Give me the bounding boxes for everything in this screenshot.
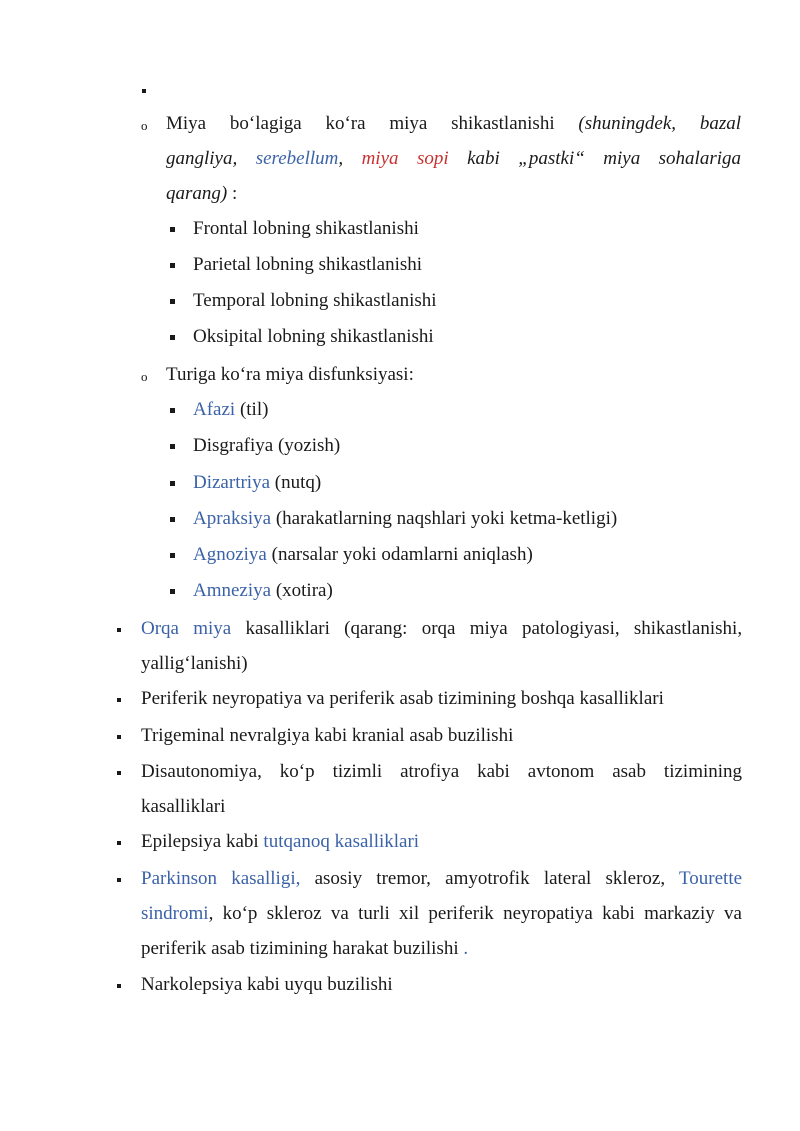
epilepsy-item: Epilepsiya kabi tutqanoq kasalliklari	[141, 831, 420, 852]
square-bullet	[170, 299, 175, 304]
circle-bullet: o	[141, 369, 148, 384]
apraksiya-link[interactable]: Apraksiya	[193, 508, 272, 529]
tutqanoq-link[interactable]: tutqanoq kasalliklari	[263, 831, 420, 852]
bullet	[117, 878, 121, 882]
bullet	[117, 841, 121, 845]
cranial-item: Trigeminal nevralgiya kabi kranial asab buzilishi	[141, 725, 514, 746]
square-bullet	[170, 227, 175, 232]
spinal-item-line2: yallig‘lanishi)	[141, 653, 248, 674]
square-bullet	[170, 408, 175, 413]
list-item: Oksipital lobning shikastlanishi	[193, 326, 434, 347]
bullet	[117, 984, 121, 988]
movement-item-line3: periferik asab tizimining harakat buzilishi .	[141, 938, 469, 959]
list-item: Afazi (til)	[193, 399, 269, 420]
tourette-link[interactable]: Tourette	[679, 868, 743, 889]
list-item: Parietal lobning shikastlanishi	[193, 254, 423, 275]
list-item: Dizartriya (nutq)	[193, 472, 322, 493]
square-bullet	[170, 481, 175, 486]
square-bullet	[170, 335, 175, 340]
dysautonomia-item-line1: Disautonomiya, ko‘p tizimli atrofiya kabi avtonom asab tizimining	[141, 761, 743, 782]
brain-area-heading-line3: qarang) :	[166, 183, 238, 204]
bullet	[117, 628, 121, 632]
orqa-miya-link[interactable]: Orqa miya	[141, 618, 232, 639]
brain-area-heading-line1: Miya bo‘lagiga ko‘ra miya shikastlanishi (shuningdek, bazal	[166, 113, 742, 134]
square-bullet	[170, 589, 175, 594]
movement-item-line1: Parkinson kasalligi, asosiy tremor, amyotrofik lateral skleroz, Tourette	[141, 868, 743, 889]
type-heading: Turiga ko‘ra miya disfunksiyasi:	[166, 364, 414, 385]
brain-area-heading-line2: gangliya, serebellum, miya sopi kabi „pastki“ miya sohalariga	[166, 148, 742, 169]
bullet	[117, 735, 121, 739]
afazi-link[interactable]: Afazi	[193, 399, 236, 420]
sopi-link[interactable]: sopi	[416, 148, 449, 169]
agnoziya-link[interactable]: Agnoziya	[193, 544, 267, 565]
bullet	[117, 771, 121, 775]
amneziya-link[interactable]: Amneziya	[193, 580, 272, 601]
peripheral-item: Periferik neyropatiya va periferik asab tizimining boshqa kasalliklari	[141, 688, 664, 709]
square-bullet	[170, 517, 175, 522]
dysautonomia-item-line2: kasalliklari	[141, 796, 226, 817]
square-bullet	[170, 263, 175, 268]
circle-bullet: o	[141, 118, 148, 133]
miya-link[interactable]: miya	[361, 148, 399, 169]
list-item: Frontal lobning shikastlanishi	[193, 218, 419, 239]
list-item: Agnoziya (narsalar yoki odamlarni aniqlash)	[193, 544, 533, 565]
sleep-item: Narkolepsiya kabi uyqu buzilishi	[141, 974, 393, 995]
square-bullet	[170, 444, 175, 449]
list-item: Disgrafiya (yozish)	[193, 435, 341, 456]
movement-item-line2: sindromi, ko‘p skleroz va turli xil periferik neyropatiya kabi markaziy va	[141, 903, 742, 924]
list-item: Amneziya (xotira)	[193, 580, 333, 601]
bullet	[117, 698, 121, 702]
empty-bullet	[142, 89, 146, 93]
serebellum-link[interactable]: serebellum	[255, 148, 339, 169]
sindromi-link[interactable]: sindromi	[141, 903, 209, 924]
parkinson-link[interactable]: Parkinson kasalligi,	[141, 868, 301, 889]
dizartriya-link[interactable]: Dizartriya	[193, 472, 271, 493]
list-item: Apraksiya (harakatlarning naqshlari yoki ketma-ketligi)	[193, 508, 618, 529]
list-item: Temporal lobning shikastlanishi	[193, 290, 437, 311]
spinal-item-line1: Orqa miya kasalliklari (qarang: orqa miya patologiyasi, shikastlanishi,	[141, 618, 743, 639]
square-bullet	[170, 553, 175, 558]
